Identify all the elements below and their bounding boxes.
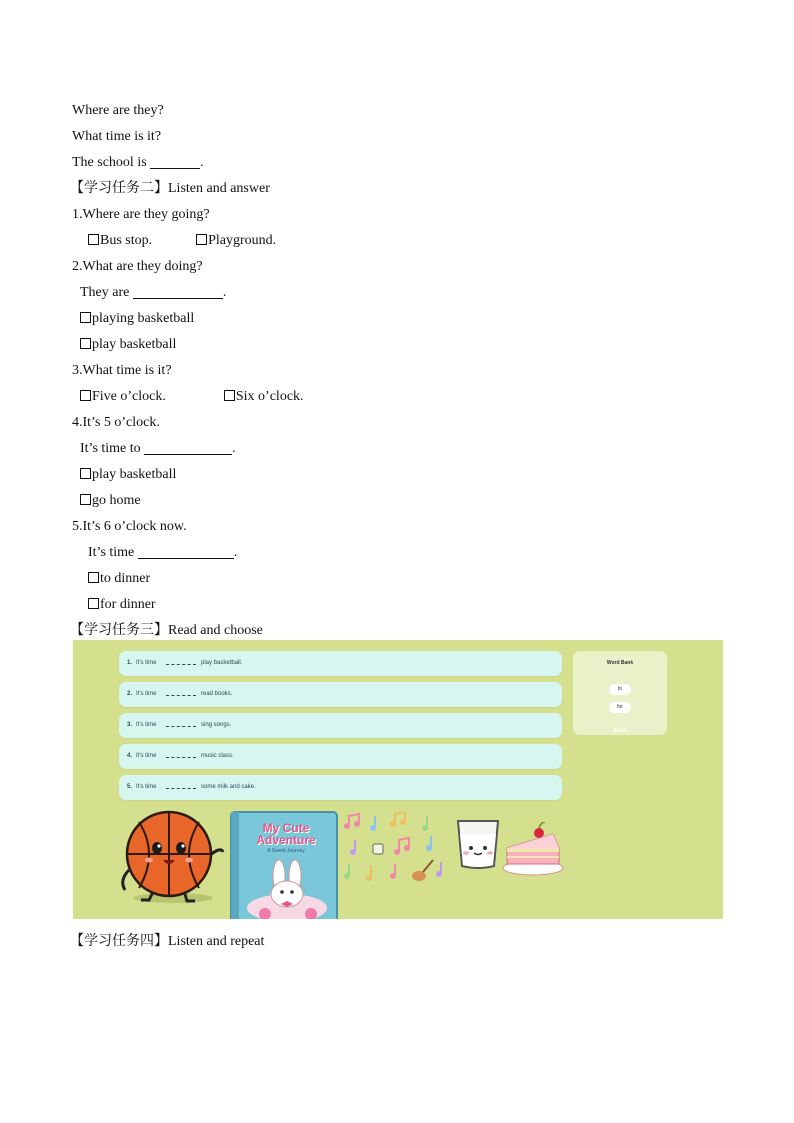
row-text: It's time <box>136 691 157 697</box>
question-1: 1.Where are they going? <box>72 207 210 222</box>
question-4: 4.It’s 5 o’clock. <box>72 415 160 430</box>
period: . <box>200 155 204 170</box>
exercise-row-5 <box>119 775 562 800</box>
option-4b <box>72 488 732 514</box>
checkbox-six[interactable] <box>224 390 235 401</box>
checkbox[interactable] <box>80 312 91 323</box>
option-label: go home <box>92 493 141 508</box>
option-label: Five o’clock. <box>92 389 166 404</box>
option-5a <box>72 566 732 592</box>
checkbox-five[interactable] <box>80 390 91 401</box>
options-1 <box>72 228 732 254</box>
option-2b <box>72 332 732 358</box>
fill-blank[interactable] <box>133 284 223 299</box>
period: . <box>233 545 238 560</box>
fill-blank[interactable] <box>138 544 234 559</box>
answer-slot[interactable] <box>166 726 196 727</box>
task4-heading: 【学习任务四】Listen and repeat <box>70 934 265 949</box>
checkbox[interactable] <box>88 598 99 609</box>
word-chip-to[interactable]: to <box>609 684 631 695</box>
basketball-illustration <box>113 808 233 908</box>
option-label: Playground. <box>208 233 277 248</box>
option-2a <box>72 306 732 332</box>
option-label: play basketball <box>92 467 177 482</box>
row-text: read books. <box>201 691 233 697</box>
row-text: music class. <box>201 753 234 759</box>
checkbox-playground[interactable] <box>196 234 207 245</box>
answer-slot[interactable] <box>166 788 196 789</box>
checkbox[interactable] <box>80 338 91 349</box>
option-4a <box>72 462 732 488</box>
checkbox-bus-stop[interactable] <box>88 234 99 245</box>
question-3: 3.What time is it? <box>72 363 172 378</box>
fill-blank[interactable] <box>150 154 200 169</box>
question-5: 5.It’s 6 o’clock now. <box>72 519 187 534</box>
options-3 <box>72 384 732 410</box>
milk-glass-illustration <box>455 818 501 870</box>
period: . <box>222 285 227 300</box>
sentence-school <box>72 150 732 176</box>
sentence-text: They are <box>80 285 133 300</box>
question-time: What time is it? <box>72 129 162 144</box>
row-text: It's time <box>136 722 157 728</box>
row-text: It's time <box>136 784 157 790</box>
row-number: 5. <box>127 784 133 790</box>
period: . <box>232 441 236 456</box>
option-label: to dinner <box>100 571 151 586</box>
word-chip-for[interactable]: for <box>609 702 631 713</box>
sentence-2 <box>72 280 732 306</box>
read-and-choose-image <box>73 640 723 919</box>
option-label: Six o’clock. <box>235 389 304 404</box>
question-2: 2.What are they doing? <box>72 259 203 274</box>
sentence-5 <box>72 540 732 566</box>
question-where: Where are they? <box>72 103 164 118</box>
exercise-row-2 <box>119 682 562 707</box>
answer-slot[interactable] <box>166 757 196 758</box>
row-number: 1. <box>127 660 133 666</box>
row-text: some milk and cake. <box>201 784 256 790</box>
exercise-row-3 <box>119 713 562 738</box>
sentence-text: It’s time <box>88 545 138 560</box>
cake-illustration <box>501 822 565 878</box>
reset-button[interactable]: Reset <box>613 728 627 734</box>
row-text: sing songs. <box>201 722 232 728</box>
row-number: 4. <box>127 753 133 759</box>
row-number: 3. <box>127 722 133 728</box>
answer-slot[interactable] <box>166 695 196 696</box>
book-title: My Cute Adventure <box>256 821 316 847</box>
row-number: 2. <box>127 691 133 697</box>
sentence-4 <box>72 436 732 462</box>
worksheet <box>72 98 732 644</box>
task3-heading: 【学习任务三】Read and choose <box>70 623 263 638</box>
option-label: Bus stop. <box>100 233 153 248</box>
checkbox[interactable] <box>80 494 91 505</box>
option-label: for dinner <box>100 597 156 612</box>
row-text: It's time <box>136 660 157 666</box>
checkbox[interactable] <box>80 468 91 479</box>
music-notes-illustration <box>341 812 453 884</box>
exercise-row-4 <box>119 744 562 769</box>
row-text: play basketball. <box>201 660 243 666</box>
book-subtitle: A Sweet Journey <box>267 848 305 854</box>
checkbox[interactable] <box>88 572 99 583</box>
task2-heading: 【学习任务二】Listen and answer <box>70 181 270 196</box>
option-5b <box>72 592 732 618</box>
option-label: play basketball <box>92 337 177 352</box>
row-text: It's time <box>136 753 157 759</box>
sentence-school-text: The school is <box>72 155 151 170</box>
fill-blank[interactable] <box>144 440 232 455</box>
sentence-text: It’s time to <box>80 441 145 456</box>
word-bank <box>573 651 667 735</box>
exercise-row-1 <box>119 651 562 676</box>
answer-slot[interactable] <box>166 664 196 665</box>
option-label: playing basketball <box>92 311 195 326</box>
word-bank-title: Word Bank <box>606 660 634 666</box>
